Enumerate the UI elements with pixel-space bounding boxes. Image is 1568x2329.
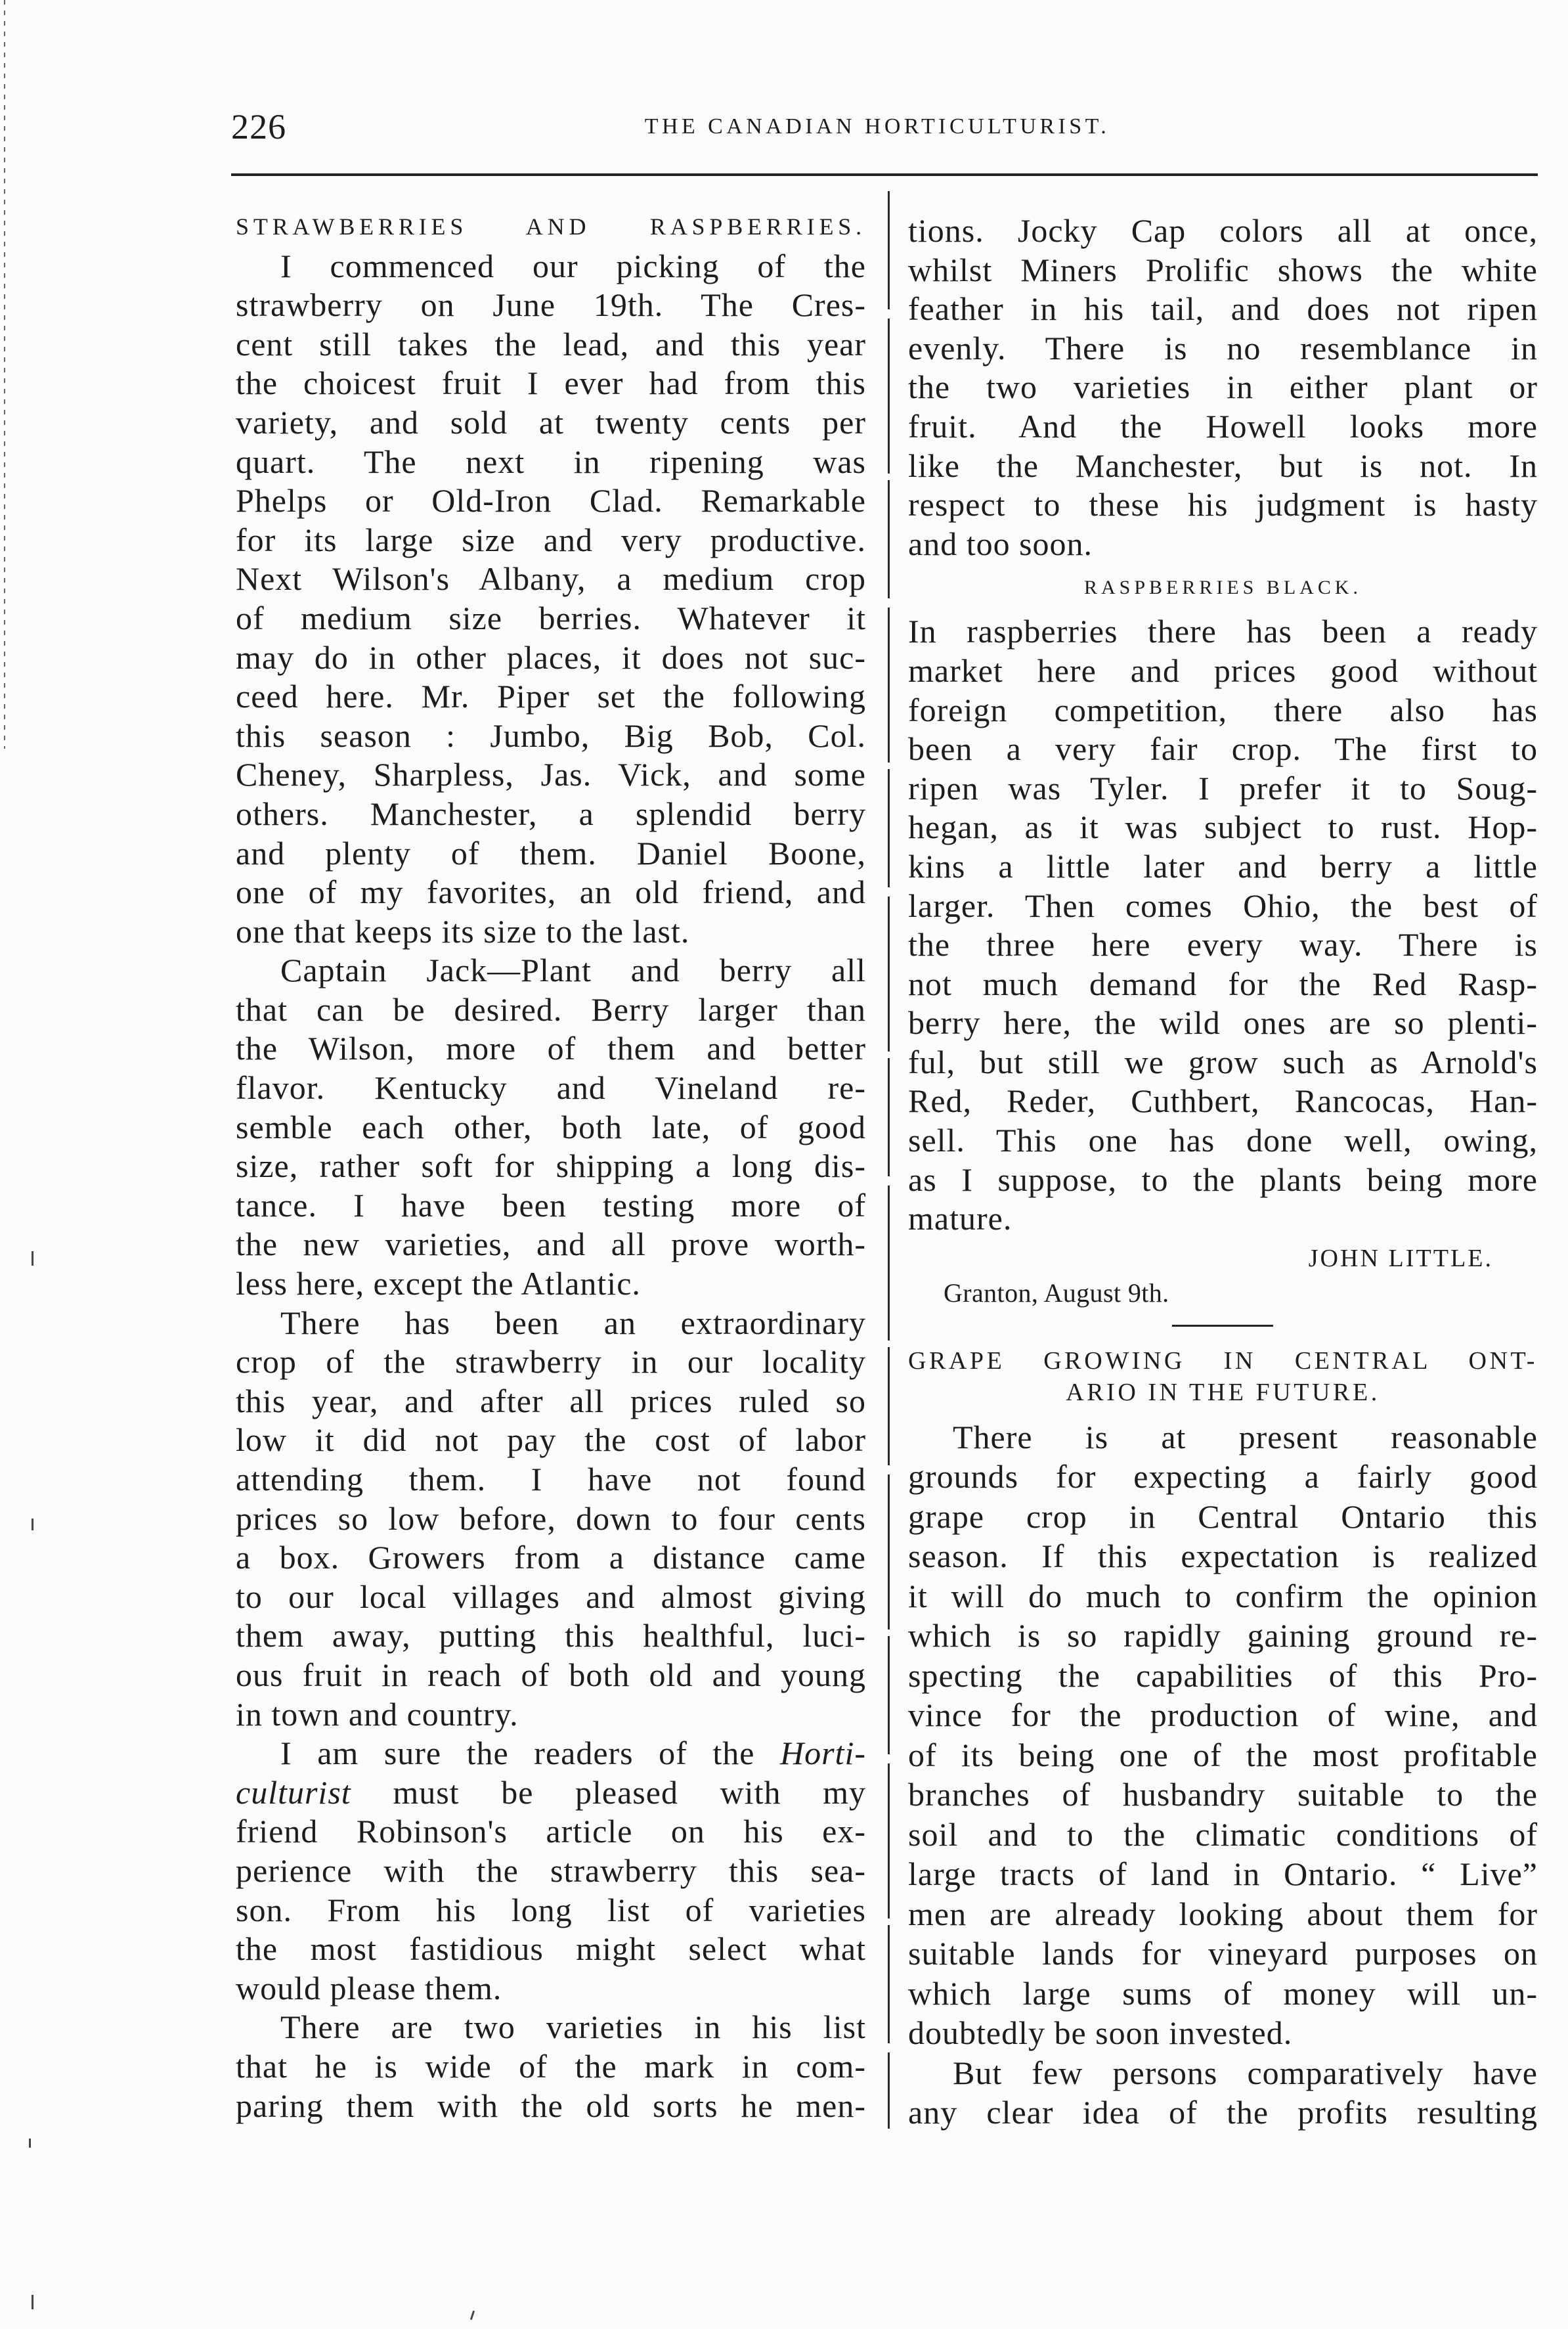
text-line: grounds for expecting a fairly good — [908, 1458, 1538, 1496]
text-line: season. If this expectation is realized — [908, 1538, 1538, 1575]
text-line: grape crop in Central Ontario this — [908, 1497, 1538, 1535]
text-line: ripen was Tyler. I prefer it to Soug- — [908, 769, 1538, 807]
text-line: Red, Reder, Cuthbert, Rancocas, Han- — [908, 1082, 1538, 1120]
text-line: which large sums of money will un- — [908, 1974, 1538, 2012]
text-line: semble each other, both late, of good — [236, 1108, 866, 1145]
text-line: vince for the production of wine, and — [908, 1697, 1538, 1734]
text-line: fruit. And the Howell looks more — [908, 407, 1538, 445]
left-column — [236, 208, 866, 2125]
scan-mark — [32, 2295, 33, 2309]
text-line — [236, 1773, 866, 1813]
article-heading: ARIO IN THE FUTURE. — [1066, 1378, 1380, 1406]
page-number: 226 — [231, 107, 287, 146]
text-line: the three here every way. There is — [908, 926, 1538, 964]
text-line: suitable lands for vineyard purposes on — [908, 1935, 1538, 1972]
paragraph — [908, 1417, 1538, 2053]
scan-mark — [32, 1519, 33, 1530]
text-line: feather in his tail, and does not ripen — [908, 290, 1538, 328]
text-line: like the Manchester, but is not. In — [908, 447, 1538, 484]
text-segment: I am sure the readers of the — [280, 1735, 780, 1772]
text-line: men are already looking about them for — [908, 1895, 1538, 1932]
text-line: doubtedly be soon invested. — [908, 2014, 1293, 2052]
text-line: son. From his long list of varieties — [236, 1891, 866, 1928]
text-line — [236, 1734, 866, 1773]
text-line: hegan, as it was subject to rust. Hop- — [908, 809, 1538, 846]
article-heading: STRAWBERRIES AND RASPBERRIES. — [236, 213, 866, 240]
text-line: perience with the strawberry this sea- — [236, 1852, 866, 1889]
text-line: There has been an extraordinary — [280, 1304, 866, 1341]
text-line: them away, putting this healthful, luci- — [236, 1617, 866, 1654]
text-line: any clear idea of the profits resulting — [908, 2094, 1538, 2131]
italic-title-segment: culturist — [236, 1773, 351, 1811]
text-line: to our local villages and almost giving — [236, 1578, 866, 1615]
text-line: attending them. I have not found — [236, 1461, 866, 1497]
text-line: for its large size and very productive. — [236, 521, 866, 558]
text-line: that can be desired. Berry larger than — [236, 990, 866, 1028]
text-line: tions. Jocky Cap colors all at once, — [908, 212, 1538, 249]
text-line: whilst Miners Prolific shows the white — [908, 251, 1538, 288]
text-line: would please them. — [236, 1969, 502, 2007]
running-title: THE CANADIAN HORTICULTURIST. — [644, 114, 1110, 139]
text-line: I commenced our picking of the — [280, 247, 866, 284]
text-line: that he is wide of the mark in com- — [236, 2047, 866, 2085]
text-line: cent still takes the lead, and this year — [236, 325, 866, 363]
text-segment: must be pleased with my — [351, 1773, 866, 1811]
section-heading: RASPBERRIES BLACK. — [1083, 577, 1362, 599]
text-line: the Wilson, more of them and better — [236, 1030, 866, 1067]
text-line: quart. The next in ripening was — [236, 443, 866, 480]
text-line: and plenty of them. Daniel Boone, — [236, 834, 866, 872]
text-line: less here, except the Atlantic. — [236, 1265, 641, 1302]
author-signature: JOHN LITTLE. — [1308, 1244, 1493, 1272]
scan-mark — [32, 1251, 33, 1266]
text-line: Cheney, Sharpless, Jas. Vick, and some — [236, 756, 866, 793]
text-line: There are two varieties in his list — [280, 2008, 866, 2046]
italic-title-segment: Horti- — [780, 1735, 866, 1772]
paragraph — [908, 211, 1538, 564]
text-line: a box. Growers from a distance came — [236, 1539, 866, 1576]
text-line: of its being one of the most profitable — [908, 1736, 1538, 1773]
text-line: flavor. Kentucky and Vineland re- — [236, 1069, 866, 1107]
paragraph — [236, 1734, 866, 2008]
text-line: ceed here. Mr. Piper set the following — [236, 678, 866, 715]
text-line: and too soon. — [908, 525, 1093, 562]
text-line: evenly. There is no resemblance in — [908, 329, 1538, 366]
text-line: Captain Jack—Plant and berry all — [280, 952, 866, 989]
text-line: this year, and after all prices ruled so — [236, 1382, 866, 1419]
text-line: size, rather soft for shipping a long dis- — [236, 1147, 866, 1185]
text-line: mature. — [908, 1200, 1013, 1237]
text-line: large tracts of land in Ontario. “ Live” — [908, 1855, 1538, 1893]
header-rule — [231, 173, 1538, 176]
text-line: specting the capabilities of this Pro- — [908, 1656, 1538, 1694]
text-line: market here and prices good without — [908, 652, 1538, 689]
text-line: Phelps or Old-Iron Clad. Remarkable — [236, 482, 866, 520]
text-line: There is at present reasonable — [953, 1418, 1538, 1455]
text-line: in town and country. — [236, 1695, 519, 1733]
text-line: been a very fair crop. The first to — [908, 730, 1538, 768]
text-line: ful, but still we grow such as Arnold's — [908, 1043, 1538, 1080]
section-separator — [908, 1308, 1538, 1344]
text-line: variety, and sold at twenty cents per — [236, 403, 866, 441]
text-line: not much demand for the Red Rasp- — [908, 965, 1538, 1002]
text-line: as I suppose, to the plants being more — [908, 1161, 1538, 1198]
right-column — [908, 211, 1538, 2133]
text-line: one of my favorites, an old friend, and — [236, 874, 866, 911]
paragraph — [908, 2053, 1538, 2133]
article-heading: GRAPE GROWING IN CENTRAL ONT- — [908, 1346, 1538, 1375]
text-line: may do in other places, it does not suc- — [236, 638, 866, 676]
text-line: Next Wilson's Albany, a medium crop — [236, 560, 866, 598]
text-line: the most fastidious might select what — [236, 1930, 866, 1968]
text-line: But few persons comparatively have — [953, 2054, 1538, 2091]
text-line: soil and to the climatic conditions of — [908, 1815, 1538, 1853]
dateline: Granton, August 9th. — [944, 1277, 1169, 1308]
text-line: the two varieties in either plant or — [908, 368, 1538, 406]
text-line: which is so rapidly gaining ground re- — [908, 1617, 1538, 1654]
scan-mark — [470, 2311, 475, 2320]
text-line: In raspberries there has been a ready — [908, 613, 1538, 650]
text-line: sell. This one has done well, owing, — [908, 1122, 1538, 1159]
text-line: of medium size berries. Whatever it — [236, 599, 866, 636]
text-line: others. Manchester, a splendid berry — [236, 795, 866, 832]
column-divider — [888, 191, 890, 2129]
text-line: larger. Then comes Ohio, the best of — [908, 887, 1538, 924]
text-line: paring them with the old sorts he men- — [236, 2087, 866, 2124]
text-line: strawberry on June 19th. The Cres- — [236, 286, 866, 324]
text-line: prices so low before, down to four cents — [236, 1499, 866, 1537]
text-line: it will do much to confirm the opinion — [908, 1577, 1538, 1614]
text-line: the choicest fruit I ever had from this — [236, 365, 866, 402]
text-line: one that keeps its size to the last. — [236, 912, 690, 950]
scan-mark — [29, 2139, 31, 2148]
text-line: respect to these his judgment is hasty — [908, 486, 1538, 523]
text-line: crop of the strawberry in our locality — [236, 1343, 866, 1381]
text-line: berry here, the wild ones are so plenti- — [908, 1004, 1538, 1042]
text-line: kins a little later and berry a little — [908, 847, 1538, 885]
paragraph — [236, 1304, 866, 1735]
text-line: low it did not pay the cost of labor — [236, 1421, 866, 1459]
paragraph — [236, 951, 866, 1303]
paragraph — [236, 2008, 866, 2125]
text-line: tance. I have been testing more of — [236, 1186, 866, 1224]
text-line: ous fruit in reach of both old and young — [236, 1656, 866, 1693]
text-line: friend Robinson's article on his ex- — [236, 1813, 866, 1850]
text-line: this season : Jumbo, Big Bob, Col. — [236, 717, 866, 754]
paragraph — [236, 247, 866, 952]
short-rule — [1172, 1325, 1273, 1327]
scan-edge-marks — [4, 0, 5, 749]
paragraph — [908, 612, 1538, 1239]
text-line: foreign competition, there also has — [908, 691, 1538, 728]
text-line: branches of husbandry suitable to the — [908, 1776, 1538, 1813]
text-line: the new varieties, and all prove worth- — [236, 1226, 866, 1263]
